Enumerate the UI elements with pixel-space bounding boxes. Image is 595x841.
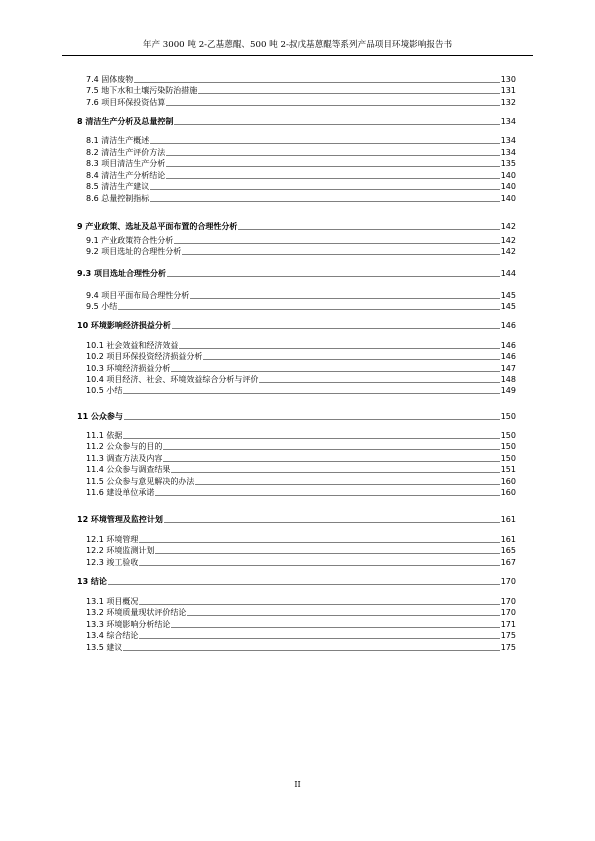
toc-section-row[interactable] <box>0 98 595 109</box>
dot-leader <box>166 155 499 156</box>
toc-entry-page-number: 134 <box>500 117 516 126</box>
toc-entry-label: 7.4 固体废物 <box>86 75 134 84</box>
toc-entry[interactable] <box>77 412 516 422</box>
toc-entry[interactable] <box>86 291 516 301</box>
toc-section-row[interactable] <box>0 364 595 375</box>
dot-leader <box>123 393 499 394</box>
toc-entry[interactable] <box>86 375 516 385</box>
toc-entry-page-number: 150 <box>500 412 516 421</box>
toc-section-row[interactable] <box>0 247 595 258</box>
toc-entry[interactable] <box>86 171 516 181</box>
header-divider <box>62 55 533 56</box>
toc-entry-label: 11.3 调查方法及内容 <box>86 454 163 463</box>
toc-section-row[interactable] <box>0 488 595 499</box>
dot-leader <box>155 553 499 554</box>
toc-section-row[interactable] <box>0 597 595 608</box>
toc-entry[interactable] <box>77 515 516 525</box>
dot-leader <box>174 243 499 244</box>
toc-entry-label: 12 环境管理及监控计划 <box>77 515 163 524</box>
dot-leader <box>150 143 499 144</box>
toc-section-row[interactable] <box>0 302 595 313</box>
toc-entry-label: 9.1 产业政策符合性分析 <box>86 236 174 245</box>
toc-entry-page-number: 175 <box>500 631 516 640</box>
dot-leader <box>108 584 500 585</box>
toc-entry[interactable] <box>86 341 516 351</box>
dot-leader <box>155 495 499 496</box>
toc-entry[interactable] <box>86 620 516 630</box>
toc-section-row[interactable] <box>0 236 595 247</box>
toc-entry-page-number: 146 <box>500 321 516 330</box>
dot-leader <box>123 438 499 439</box>
toc-section-row[interactable] <box>0 535 595 546</box>
toc-entry-page-number: 170 <box>500 577 516 586</box>
toc-entry-page-number: 149 <box>500 386 516 395</box>
toc-entry-page-number: 135 <box>500 159 516 168</box>
dot-leader <box>139 638 499 639</box>
dot-leader <box>139 542 499 543</box>
toc-entry[interactable] <box>86 442 516 452</box>
toc-entry-label: 9.2 项目选址的合理性分析 <box>86 247 182 256</box>
toc-entry-label: 13.3 环境影响分析结论 <box>86 620 171 629</box>
toc-section-row[interactable] <box>0 620 595 631</box>
toc-entry[interactable] <box>86 546 516 556</box>
toc-section-row[interactable] <box>0 194 595 205</box>
toc-entry[interactable] <box>86 488 516 498</box>
toc-entry-label: 8.5 清洁生产建议 <box>86 182 150 191</box>
toc-entry-label: 8 清洁生产分析及总量控制 <box>77 117 174 126</box>
dot-leader <box>166 178 499 179</box>
toc-entry[interactable] <box>86 194 516 204</box>
dot-leader <box>124 419 500 420</box>
toc-entry-label: 13.1 项目概况 <box>86 597 139 606</box>
toc-entry[interactable] <box>86 182 516 192</box>
toc-entry-page-number: 142 <box>500 236 516 245</box>
dot-leader <box>171 627 499 628</box>
toc-entry-label: 13 结论 <box>77 577 107 586</box>
toc-section-row[interactable] <box>0 171 595 182</box>
dot-leader <box>118 309 499 310</box>
toc-entry-page-number: 142 <box>500 247 516 256</box>
toc-entry[interactable] <box>86 386 516 396</box>
dot-leader <box>166 166 499 167</box>
toc-entry-label: 12.1 环境管理 <box>86 535 139 544</box>
toc-section-row[interactable] <box>0 465 595 476</box>
dot-leader <box>163 449 499 450</box>
toc-entry[interactable] <box>86 247 516 257</box>
toc-entry-label: 8.1 清洁生产概述 <box>86 136 150 145</box>
toc-entry-page-number: 145 <box>500 302 516 311</box>
toc-entry-page-number: 142 <box>500 222 516 231</box>
toc-entry[interactable] <box>86 631 516 641</box>
toc-entry-page-number: 132 <box>500 98 516 107</box>
toc-entry-page-number: 134 <box>500 136 516 145</box>
dot-leader <box>171 472 499 473</box>
toc-entry[interactable] <box>86 535 516 545</box>
toc-entry-label: 10.1 社会效益和经济效益 <box>86 341 179 350</box>
toc-entry[interactable] <box>86 148 516 158</box>
toc-entry-label: 11.2 公众参与的目的 <box>86 442 163 451</box>
toc-section-row[interactable] <box>0 558 595 569</box>
toc-entry-label: 11.6 建设单位承诺 <box>86 488 155 497</box>
toc-entry-page-number: 150 <box>500 431 516 440</box>
toc-entry[interactable] <box>86 98 516 108</box>
toc-entry-label: 10.5 小结 <box>86 386 123 395</box>
toc-entry-label: 10.4 项目经济、社会、环境效益综合分析与评价 <box>86 375 259 384</box>
dot-leader <box>203 359 499 360</box>
toc-chapter-row[interactable] <box>0 321 595 332</box>
toc-entry[interactable] <box>86 643 516 653</box>
toc-section-row[interactable] <box>0 75 595 86</box>
dot-leader <box>172 328 500 329</box>
toc-entry-page-number: 146 <box>500 352 516 361</box>
dot-leader <box>139 565 499 566</box>
toc-section-row[interactable] <box>0 431 595 442</box>
toc-entry-label: 10.2 项目环保投资经济损益分析 <box>86 352 203 361</box>
dot-leader <box>179 348 499 349</box>
toc-entry-label: 13.5 建议 <box>86 643 123 652</box>
dot-leader <box>171 371 499 372</box>
toc-entry[interactable] <box>86 477 516 487</box>
page-number: II <box>294 780 301 789</box>
toc-chapter-row[interactable] <box>0 515 595 526</box>
toc-section-row[interactable] <box>0 386 595 397</box>
toc-entry-page-number: 150 <box>500 442 516 451</box>
toc-entry[interactable] <box>86 86 516 96</box>
dot-leader <box>182 254 499 255</box>
toc-entry-label: 8.3 项目清洁生产分析 <box>86 159 166 168</box>
dot-leader <box>164 522 500 523</box>
toc-entry-label: 11.1 依据 <box>86 431 123 440</box>
toc-section-row[interactable] <box>0 86 595 97</box>
toc-chapter-row[interactable] <box>0 412 595 423</box>
toc-chapter-row[interactable] <box>0 269 595 280</box>
toc-entry[interactable] <box>86 465 516 475</box>
toc-entry-page-number: 161 <box>500 515 516 524</box>
toc-entry[interactable] <box>86 454 516 464</box>
dot-leader <box>190 298 499 299</box>
toc-entry[interactable] <box>86 352 516 362</box>
dot-leader <box>174 124 499 125</box>
dot-leader <box>134 82 499 83</box>
toc-entry-label: 8.6 总量控制指标 <box>86 194 150 203</box>
toc-entry[interactable] <box>86 364 516 374</box>
toc-entry-label: 9 产业政策、选址及总平面布置的合理性分析 <box>77 222 238 231</box>
toc-entry-label: 10.3 环境经济损益分析 <box>86 364 171 373</box>
toc-section-row[interactable] <box>0 454 595 465</box>
dot-leader <box>259 382 499 383</box>
page-header-title: 年产 3000 吨 2-乙基蒽醌、500 吨 2-叔戊基蒽醌等系列产品项目环境影响报告书 <box>142 40 453 50</box>
toc-section-row[interactable] <box>0 631 595 642</box>
toc-section-row[interactable] <box>0 148 595 159</box>
toc-section-row[interactable] <box>0 546 595 557</box>
dot-leader <box>187 615 499 616</box>
toc-entry-page-number: 165 <box>500 546 516 555</box>
toc-section-row[interactable] <box>0 136 595 147</box>
toc-chapter-row[interactable] <box>0 222 595 233</box>
toc-entry-page-number: 140 <box>500 171 516 180</box>
toc-entry-page-number: 140 <box>500 182 516 191</box>
toc-section-row[interactable] <box>0 375 595 386</box>
toc-entry-page-number: 171 <box>500 620 516 629</box>
toc-entry[interactable] <box>77 321 516 331</box>
toc-entry-page-number: 160 <box>500 488 516 497</box>
toc-entry-page-number: 170 <box>500 608 516 617</box>
dot-leader <box>167 276 500 277</box>
dot-leader <box>139 604 499 605</box>
toc-entry[interactable] <box>86 302 516 312</box>
dot-leader <box>166 105 499 106</box>
toc-entry-label: 9.3 项目选址合理性分析 <box>77 269 166 278</box>
toc-chapter-row[interactable] <box>0 117 595 128</box>
toc-entry[interactable] <box>86 431 516 441</box>
toc-section-row[interactable] <box>0 477 595 488</box>
toc-entry-page-number: 160 <box>500 477 516 486</box>
dot-leader <box>150 189 499 190</box>
toc-entry-label: 7.5 地下水和土壤污染防治措施 <box>86 86 198 95</box>
toc-entry[interactable] <box>77 117 516 127</box>
toc-entry-label: 9.4 项目平面布局合理性分析 <box>86 291 190 300</box>
toc-entry-label: 11.5 公众参与意见解决的办法 <box>86 477 195 486</box>
toc-entry-page-number: 170 <box>500 597 516 606</box>
toc-entry[interactable] <box>86 159 516 169</box>
toc-entry-label: 11 公众参与 <box>77 412 123 421</box>
toc-entry[interactable] <box>86 75 516 85</box>
toc-entry[interactable] <box>86 136 516 146</box>
toc-entry[interactable] <box>86 608 516 618</box>
toc-entry-page-number: 175 <box>500 643 516 652</box>
toc-section-row[interactable] <box>0 442 595 453</box>
toc-entry-page-number: 134 <box>500 148 516 157</box>
toc-section-row[interactable] <box>0 643 595 654</box>
toc-entry-label: 9.5 小结 <box>86 302 118 311</box>
toc-section-row[interactable] <box>0 291 595 302</box>
toc-entry-label: 13.4 综合结论 <box>86 631 139 640</box>
toc-entry-page-number: 145 <box>500 291 516 300</box>
dot-leader <box>198 93 499 94</box>
toc-entry[interactable] <box>77 577 516 587</box>
toc-entry[interactable] <box>86 236 516 246</box>
toc-entry-page-number: 150 <box>500 454 516 463</box>
toc-section-row[interactable] <box>0 159 595 170</box>
dot-leader <box>123 650 499 651</box>
toc-entry-page-number: 146 <box>500 341 516 350</box>
toc-entry-page-number: 140 <box>500 194 516 203</box>
toc-section-row[interactable] <box>0 182 595 193</box>
toc-entry-label: 12.3 竣工验收 <box>86 558 139 567</box>
dot-leader <box>163 461 499 462</box>
toc-section-row[interactable] <box>0 341 595 352</box>
toc-entry-page-number: 131 <box>500 86 516 95</box>
dot-leader <box>195 484 499 485</box>
toc-entry-label: 13.2 环境质量现状评价结论 <box>86 608 187 617</box>
dot-leader <box>150 201 499 202</box>
toc-entry[interactable] <box>77 222 516 232</box>
toc-entry-page-number: 161 <box>500 535 516 544</box>
toc-entry-page-number: 147 <box>500 364 516 373</box>
toc-entry-label: 11.4 公众参与调查结果 <box>86 465 171 474</box>
toc-section-row[interactable] <box>0 352 595 363</box>
toc-entry-page-number: 151 <box>500 465 516 474</box>
toc-section-row[interactable] <box>0 608 595 619</box>
toc-entry-page-number: 130 <box>500 75 516 84</box>
toc-entry-label: 8.2 清洁生产评价方法 <box>86 148 166 157</box>
dot-leader <box>238 229 499 230</box>
toc-entry-label: 7.6 项目环保投资估算 <box>86 98 166 107</box>
toc-entry-label: 8.4 清洁生产分析结论 <box>86 171 166 180</box>
toc-entry-page-number: 148 <box>500 375 516 384</box>
toc-chapter-row[interactable] <box>0 577 595 588</box>
toc-entry-label: 10 环境影响经济损益分析 <box>77 321 171 330</box>
toc-entry[interactable] <box>86 558 516 568</box>
toc-entry[interactable] <box>77 269 516 279</box>
toc-entry-page-number: 144 <box>500 269 516 278</box>
toc-entry[interactable] <box>86 597 516 607</box>
toc-entry-label: 12.2 环境监测计划 <box>86 546 155 555</box>
toc-entry-page-number: 167 <box>500 558 516 567</box>
